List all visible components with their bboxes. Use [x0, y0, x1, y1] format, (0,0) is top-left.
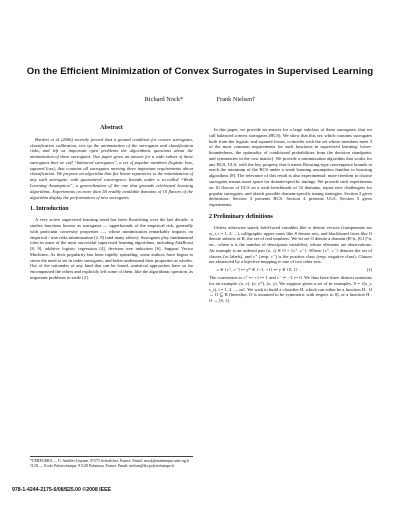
- footnote-1: *CEREGMIA — U. Antilles-Guyane, 97275 Schoelcher, France. Email: rnock@martinique.univ-ag.fr: [30, 459, 190, 463]
- left-column: [30, 126, 193, 281]
- author-2: Frank Nielsen†: [216, 96, 256, 103]
- intro-paragraph: A very active supervised learning trend has been flourishing over the last decade: it studies functions known as surrogates — upperbounds of the empirical risk, generally with particular convexity properties —, whose minimization remarkably impacts on empirical / true risks minimization [2, 8] (and many others). Surrogates play fundamental roles in some of the most successful supervised learning algorithms, including AdaBoost [8, 9], additive logistic regression [4], decision tree induction [6], Support Vector Machines. As their popularity has been rapidly spreading, some authors have begun to stress the need to set in order surrogates, and better understand their properties as wholes. Out of the rationales of any kind that can be found, statistical approaches have so far encompassed the others and explicitly left some of them, like the algorithmic question, as important problems to settle [2].: [30, 217, 193, 280]
- paper-title: On the Efficient Minimization of Convex Surrogates in Supervised Learning: [26, 66, 374, 77]
- author-1: Richard Nock*: [144, 96, 184, 103]
- footnote-2: †LIX — Ecole Polytechnique, 91128 Palaiseau, France. Email: nielsen@lix.polytechnique.fr: [30, 463, 175, 468]
- intro-continued-paragraph: In this paper, we provide an answer for a large subclass of these surrogates, that we call balanced convex surrogates (BCS). We show that this set, which contains surrogates built from the logistic and squared losses, coincides with the set whose members meet 3 of the most common requirements for such functions in supervised learning: lower-boundedness, the optimality of conditional probabilities from the decision standpoint, and symmetries in the cost matrix). We provide a minimization algorithm that works for any BCS, ULS, with the key property that it meets Boosting-type convergence bounds to reach the minimum of the BCS under a weak learning assumption familiar to boosting algorithms [8]. The relevance of this result is also experimental: more freedom to choose surrogates means more space for domain-specific tunings. We provide such experiments on 10 flavors of ULS on a wide benchmark of 52 domains, report new challengers for popular surrogates, and sketch possible domain-specific tuning strategies. Section 2 gives definitions. Section 3 presents BCS. Section 4 presents ULS, Section 5 gives experiments.: [209, 127, 372, 208]
- equation-1-body: c ∈ {c⁺, c⁻} ↦ y* ∈ {−1, +1} ↦ y ∈ {0, 1} .: [217, 267, 301, 273]
- post-equation-paragraph: The convention is c⁺ ↦ +1 ↦ 1 and c⁻ ↦ −1 ↦ 0. We thus have three distinct notations for an example: (o, c), (o, y*), (o, y). We suppose given a set of m examples, S = {(o_i, c_i), i = 1, 2, ..., m}. We wish to build a classifier H, which can either be a function H : O → O ⊆ R (hereafter, O is assumed to be symmetric with respect to 0), or a function H : O → [0, 1].: [209, 274, 372, 304]
- abstract-text: Bartlett et al (2006) recently proved that a ground condition for convex surrogates, classification calibration, ties up the minimization of the surrogates and classification risks, and left as important open problems the algorithmic questions about the minimization of these surrogates. Our paper gives an answer for a wide subset of these surrogates that we call “balanced surrogates”, a set of popular members (logistic loss, squared loss), that contains all surrogates meeting three important requirements about classification. We propose an algorithm that fits linear separators to the minimization of any such surrogate, with guaranteed convergence bounds under a so-called “Weak Learning Assumption”, a generalization of the one that grounds celebrated boosting algorithms. Experiments on more than 50 readily available domains of 10 flavors of the algorithm display the performances of new surrogates.: [30, 136, 193, 200]
- footnotes: [30, 456, 193, 469]
- isbn-footer: 978-1-4244-2175-6/08/$25.00 ©2008 IEEE: [12, 487, 112, 493]
- abstract-heading: Abstract: [100, 125, 123, 131]
- prelim-paragraph: Unless otherwise stated, bold-faced variables like w denote vectors (components are w_i, i = 1, 2, ...), calligraphic upper-cases like S denote sets, and blackboard faces like O denote subsets of R, the set of real numbers. We let set O denote a domain (R^n, [0,1]^n, etc., where n is the number of description variables), whose elements are observations. An example is an ordered pair (o, c) ∈ O × {c⁺, c⁻}. Where {c⁺, c⁻} denotes the set of classes (or labels), and c⁺ (resp. c⁻) is the positive class (resp. negative class). Classes are abstracted by a bijective mapping to one of two other sets:: [209, 224, 372, 265]
- author-line: [0, 96, 400, 103]
- right-column: [209, 127, 372, 304]
- equation-1: [217, 267, 372, 273]
- equation-1-number: (1): [366, 267, 372, 273]
- intro-heading: 1. Introduction: [30, 206, 69, 213]
- prelim-heading: 2 Preliminary definitions: [209, 213, 273, 220]
